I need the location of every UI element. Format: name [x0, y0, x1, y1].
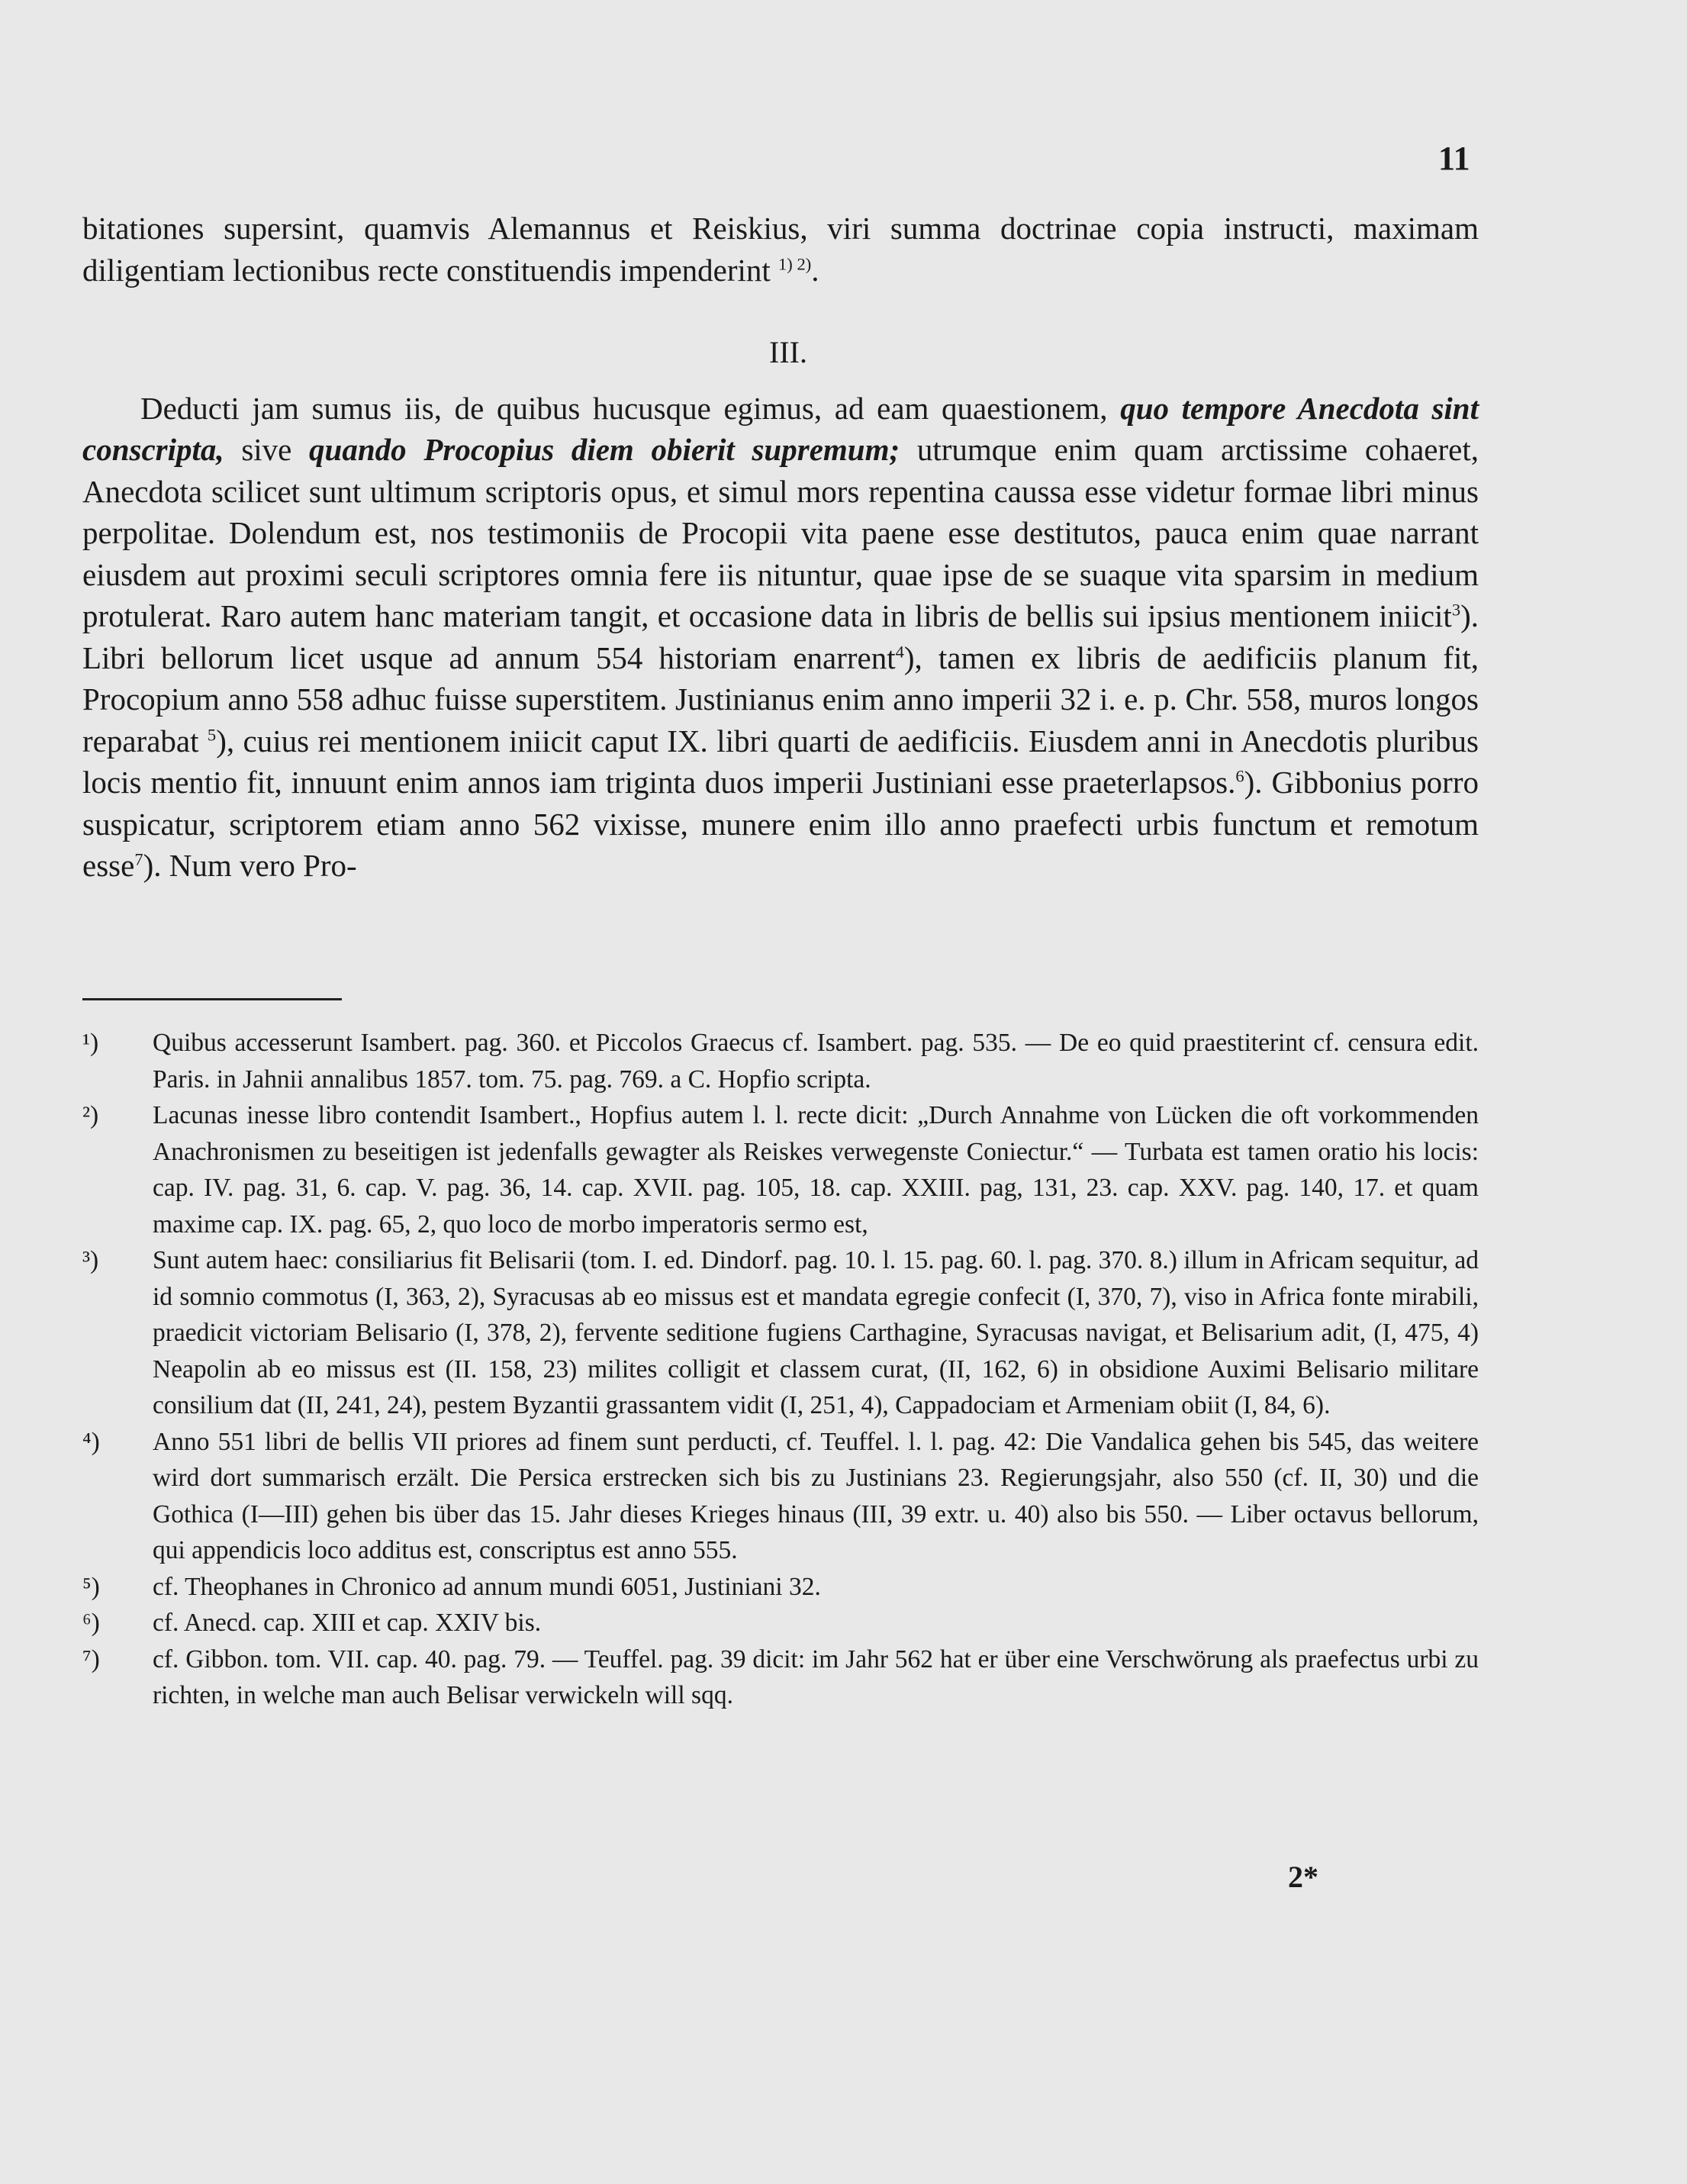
intro-end: .: [811, 252, 819, 288]
footnote-7: [82, 1641, 1479, 1714]
footnote-mark: ⁴): [82, 1427, 100, 1456]
footnote-mark: ⁵): [82, 1572, 100, 1601]
paragraph-connector: sive: [241, 432, 292, 467]
intro-text: bitationes supersint, quamvis Alemannus et Reiskius, viri summa doctrinae copia instructi, maximam diligentiam lectionibus recte constituendis impenderint: [82, 211, 1479, 288]
footnote-4: [82, 1424, 1479, 1569]
paragraph-lead: Deducti jam sumus iis, de quibus hucusque egimus, ad eam quaestionem,: [140, 390, 1108, 426]
footnote-5: [82, 1569, 1479, 1606]
footnote-2: [82, 1097, 1479, 1242]
footnote-ref-4: 4: [895, 641, 904, 661]
question-when-written: quo tempore Anecdota sint conscripta,: [82, 390, 1479, 467]
footnote-6: [82, 1605, 1479, 1641]
paragraph-seg-6: ). Num vero Pro-: [143, 848, 357, 883]
section-paragraph: [82, 388, 1479, 887]
paragraph-seg-5: ). Gibbonius porro suspicatur, scriptorem etiam anno 562 vixisse, munere enim illo anno praefecti urbis functum et remotum esse: [82, 765, 1479, 883]
footnote-mark: ⁷): [82, 1644, 100, 1673]
footnote-divider: [82, 998, 342, 1000]
footnote-3: [82, 1242, 1479, 1424]
paragraph-seg-2: ). Libri bellorum licet usque ad annum 554 historiam enarrent: [82, 598, 1479, 675]
main-text: [82, 208, 1479, 887]
footnote-mark: ¹): [82, 1029, 99, 1057]
footnote-ref-6: 6: [1235, 766, 1244, 786]
footnote-text: Lacunas inesse libro contendit Isambert., Hopfius autem l. l. recte dicit: „Durch Annahme von Lücken die oft vorkommenden Anachronismen zu beseitigen ist jedenfalls gewagter als Reiskes verwegenste Coniectur.“ — Turbata est tamen oratio his locis: cap. IV. pag. 31, 6. cap. V. pag. 36, 14. cap. XVII. pag. 105, 18. cap. XXIII. pag, 131, 23. cap. XXV. pag. 140, 17. et quam maxime cap. IX. pag. 65, 2, quo loco de morbo imperatoris sermo est,: [153, 1101, 1479, 1239]
question-when-died: quando Procopius diem obierit supremum;: [309, 432, 900, 467]
footnotes: [82, 1025, 1479, 1714]
footnote-text: Sunt autem haec: consiliarius fit Belisarii (tom. I. ed. Dindorf. pag. 10. l. 15. pag. 60. l. pag. 370. 8.) illum in Africam sequitur, ad id somnio commotus (I, 363, 2), Syracusas ab eo missus est et mandata egregie confecit (I, 370, 7), viso in Africa fonte mirabili, praedicit victoriam Belisario (I, 378, 2), fervente seditione fugiens Carthagine, Syracusas navigat, et Belisarium adit, (I, 475, 4) Neapolin ab eo missus est (II. 158, 23) milites colligit et classem curat, (II, 162, 6) in obsidione Auximi Belisario militare consilium dat (II, 241, 24), pestem Byzantii grassantem vidit (I, 251, 4), Cappadociam et Armeniam obiit (I, 84, 6).: [153, 1246, 1479, 1419]
signature-mark: 2*: [1288, 1860, 1318, 1894]
footnote-mark: ⁶): [82, 1609, 100, 1637]
footnote-ref-5: 5: [207, 724, 217, 744]
footnote-mark: ²): [82, 1101, 99, 1129]
footnote-text: Quibus accesserunt Isambert. pag. 360. et Piccolos Graecus cf. Isambert. pag. 535. — De eo quid praestiterint cf. censura edit. Paris. in Jahnii annalibus 1857. tom. 75. pag. 769. a C. Hopfio scripta.: [153, 1029, 1479, 1094]
footnote-ref-7: 7: [134, 849, 143, 869]
footnote-text: cf. Anecd. cap. XIII et cap. XXIV bis.: [153, 1609, 542, 1637]
paragraph-seg-4: ), cuius rei mentionem iniicit caput IX. libri quarti de aedificiis. Eiusdem anni in Anecdotis pluribus locis mentio fit, innuunt enim annos iam triginta duos imperii Justiniani esse praeterlapsos.: [82, 723, 1479, 800]
paragraph-seg-1: utrumque enim quam arctissime cohaeret, Anecdota scilicet sunt ultimum scriptoris opus, et simul mors repentina caussa esse videtur formae libri minus perpolitae. Dolendum est, nos testimoniis de Procopii vita paene esse destitutos, pauca enim quae narrant eiusdem aut proximi seculi scriptores omnia fere iis nituntur, quae ipse de se suaque vita sparsim in medium protulerat. Raro autem hanc materiam tangit, et occasione data in libris de bellis sui ipsius mentionem iniicit: [82, 432, 1479, 633]
section-heading: III.: [769, 335, 807, 369]
page-number: 11: [1438, 140, 1470, 177]
footnote-text: cf. Gibbon. tom. VII. cap. 40. pag. 79. — Teuffel. pag. 39 dicit: im Jahr 562 hat er über eine Verschwörung als praefectus urbi zu richten, in welche man auch Belisar verwickeln will sqq.: [153, 1644, 1479, 1709]
intro-paragraph: [82, 208, 1479, 291]
footnote-text: cf. Theophanes in Chronico ad annum mundi 6051, Justiniani 32.: [153, 1572, 821, 1601]
footnote-mark: ³): [82, 1246, 99, 1274]
paragraph-seg-3: ), tamen ex libris de aedificiis planum fit, Procopium anno 558 adhuc fuisse superstitem. Justinianus enim anno imperii 32 i. e. p. Chr. 558, muros longos reparabat: [82, 639, 1479, 759]
footnote-text: Anno 551 libri de bellis VII priores ad finem sunt perducti, cf. Teuffel. l. l. pag. 42: Die Vandalica gehen bis 545, das weitere wird dort summarisch erzält. Die Persica erstrecken sich bis zu Justinians 23. Regierungsjahr, also 550 (cf. II, 30) und die Gothica (I—III) gehen bis über das 15. Jahr dieses Krieges hinaus (III, 39 extr. u. 40) also bis 550. — Liber octavus bellorum, qui appendicis loco additus est, conscriptus est anno 555.: [153, 1427, 1479, 1564]
footnote-1: [82, 1025, 1479, 1097]
footnote-ref-3: 3: [1451, 600, 1461, 620]
footnote-refs: 1) 2): [778, 253, 812, 273]
